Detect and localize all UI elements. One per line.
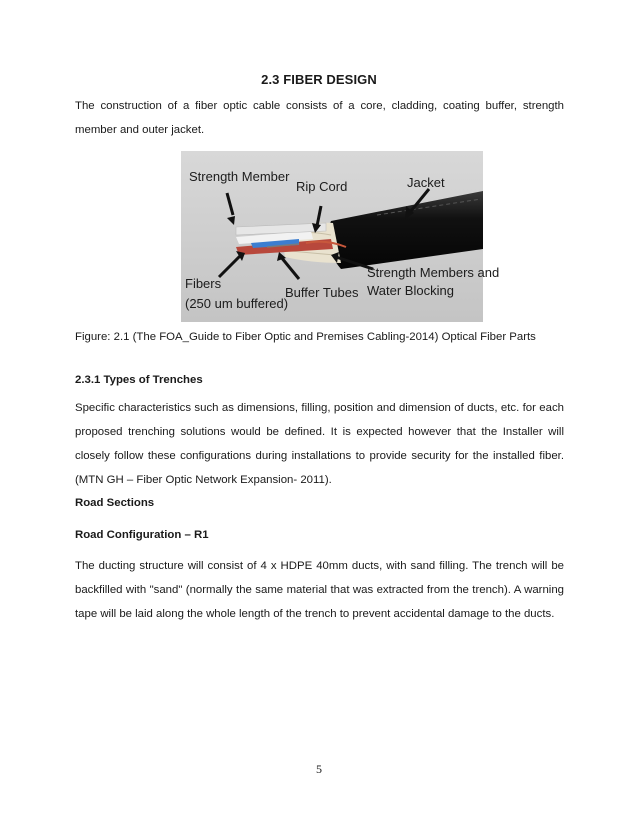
- label-rip-cord: Rip Cord: [296, 179, 348, 194]
- section-heading: 2.3 FIBER DESIGN: [261, 72, 377, 87]
- figure-caption: Figure: 2.1 (The FOA_Guide to Fiber Optic and Premises Cabling-2014) Optical Fiber Parts: [75, 331, 536, 343]
- fiber-cable-figure: [181, 151, 500, 322]
- page-number: 5: [316, 762, 322, 776]
- label-strength-members: Strength Members and: [367, 265, 500, 280]
- label-buffer-tubes: Buffer Tubes: [285, 285, 359, 300]
- fiber-cable-illustration: [181, 151, 500, 322]
- label-strength-member: Strength Member: [189, 169, 290, 184]
- label-fibers: Fibers: [185, 276, 222, 291]
- label-jacket: Jacket: [407, 175, 445, 190]
- road-configuration-paragraph: The ducting structure will consist of 4 x HDPE 40mm ducts, with sand filling. The trench will be backfilled with "sand" (normally the same material that was extracted from the trench). A warning tape will be laid along the whole length of the trench to prevent accidental damage to the ducts.: [75, 560, 564, 620]
- road-configuration-heading: Road Configuration – R1: [75, 529, 209, 541]
- intro-paragraph: The construction of a fiber optic cable consists of a core, cladding, coating buffer, strength member and outer jacket.: [75, 100, 564, 136]
- label-water-blocking: Water Blocking: [367, 283, 454, 298]
- label-fibers-buffered: (250 um buffered): [185, 296, 289, 311]
- subsection-title-trenches: 2.3.1 Types of Trenches: [75, 374, 203, 386]
- trenches-paragraph: Specific characteristics such as dimensions, filling, position and dimension of ducts, etc. for each proposed trenching solutions would be defined. It is expected however that the Installer will closely follow these configurations during installations to provide security for the installed fiber. (MTN GH – Fiber Optic Network Expansion- 2011).: [75, 402, 564, 486]
- road-sections-heading: Road Sections: [75, 497, 155, 509]
